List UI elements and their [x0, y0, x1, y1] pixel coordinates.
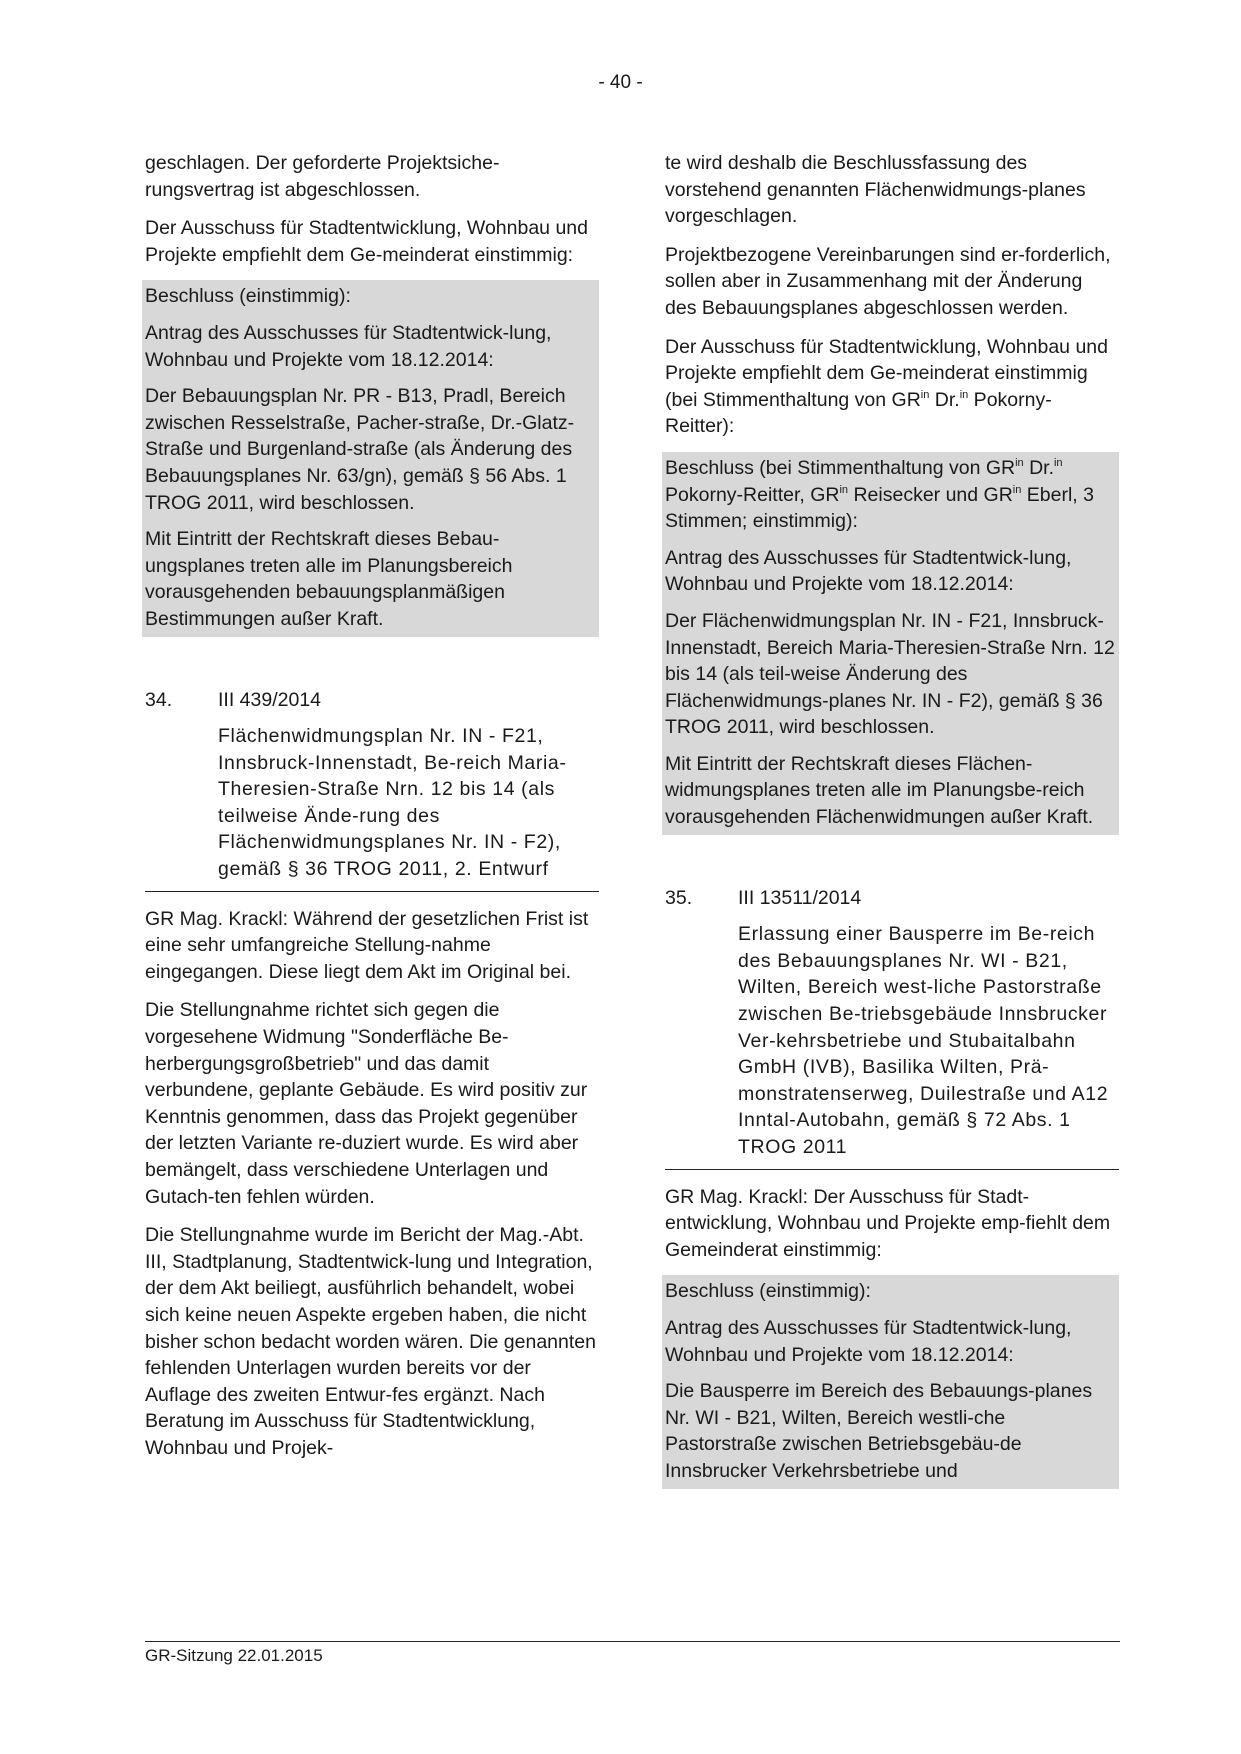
paragraph: GR Mag. Krackl: Der Ausschuss für Stadt-entwicklung, Wohnbau und Projekte emp-fiehlt dem Gemeinderat einstimmig:	[665, 1185, 1111, 1261]
page-number: - 40 -	[598, 72, 643, 93]
agenda-item-reference: III 439/2014	[218, 688, 322, 711]
paragraph: Die Stellungnahme wurde im Bericht der Mag.-Abt. III, Stadtplanung, Stadtentwick-lung und Integration, der dem Akt beiliegt, ausführlich behandelt, wobei sich keine neuen Aspekte ergeben haben, die nicht bisher schon bedacht worden wären. Die genannten fehlenden Unterlagen wurden bereits vor der Auflage des zweiten Entwur-fes ergänzt. Nach Beratung im Ausschuss für Stadtentwicklung, Wohnbau und Projek-	[145, 1224, 596, 1459]
agenda-item-title: Erlassung einer Bausperre im Be-reich des Bebauungsplanes Nr. WI - B21, Wilten, Bereich west-liche Pastorstraße zwischen Be-triebsgebäude Innsbrucker Ver-kehrsbetriebe und Stubaitalbahn GmbH (IVB), Basilika Wilten, Prä-monstratenserweg, Duilestraße und A12 Inntal-Autobahn, gemäß § 72 Abs. 1 TROG 2011	[738, 923, 1109, 1158]
resolution-heading: Beschluss (einstimmig):	[145, 285, 351, 308]
agenda-item-number: 34.	[145, 688, 173, 711]
resolution-heading: Beschluss (bei Stimmenthaltung von $GR^{in}$ Dr.$^{in}$ Pokorny-Reitter, $GR^{in}$ Reisecker und $GR^{in}$ Eberl, 3 Stimmen; einstimmig):	[665, 456, 1094, 533]
footer-divider	[145, 1641, 1120, 1642]
agenda-item-title: Flächenwidmungsplan Nr. IN - F21, Innsbruck-Innenstadt, Be-reich Maria-Theresien-Straße Nrn. 12 bis 14 (als teilweise Ände-rung des Flächenwidmungsplanes Nr. IN - F2), gemäß § 36 TROG 2011, 2. Entwurf	[218, 725, 567, 881]
divider	[665, 1169, 1119, 1170]
resolution-heading: Beschluss (einstimmig):	[665, 1280, 871, 1303]
resolution-motion: Antrag des Ausschusses für Stadtentwick-lung, Wohnbau und Projekte vom 18.12.2014:	[665, 546, 1072, 596]
resolution-text: Die Bausperre im Bereich des Bebauungs-planes Nr. WI - B21, Wilten, Bereich westli-che Pastorstraße zwischen Betriebsgebäu-de Innsbrucker Verkehrsbetriebe und	[665, 1380, 1093, 1482]
resolution-text: Mit Eintritt der Rechtskraft dieses Bebau-ungsplanes treten alle im Planungsbereich vorausgehenden bebauungsplanmäßigen Bestimmungen außer Kraft.	[145, 528, 513, 630]
resolution-box	[662, 1275, 1119, 1488]
paragraph: te wird deshalb die Beschlussfassung des vorstehend genannten Flächenwidmungs-planes vorgeschlagen.	[665, 152, 1086, 228]
paragraph: Projektbezogene Vereinbarungen sind er-forderlich, sollen aber in Zusammenhang mit der Änderung des Bebauungsplanes abgeschlossen werden.	[665, 243, 1111, 319]
resolution-text: Mit Eintritt der Rechtskraft dieses Flächen-widmungsplanes treten alle im Planungsbe-reich vorausgehenden Flächenwidmungen außer Kraft.	[665, 752, 1094, 829]
paragraph: Der Ausschuss für Stadtentwicklung, Wohnbau und Projekte empfiehlt dem Ge-meinderat einstimmig:	[145, 217, 588, 266]
paragraph: Die Stellungnahme richtet sich gegen die vorgesehene Widmung "Sonderfläche Be-herbergungsgroßbetrieb" und das damit verbundene, geplante Gebäude. Es wird positiv zur Kenntnis genommen, dass das Projekt gegenüber der letzten Variante re-duziert wurde. Es wird aber bemängelt, dass verschiedene Unterlagen und Gutach-ten fehlen würden.	[145, 999, 588, 1208]
agenda-item-34-header	[145, 687, 599, 714]
agenda-item-35-header	[665, 885, 1119, 912]
resolution-text: Der Flächenwidmungsplan Nr. IN - F21, Innsbruck-Innenstadt, Bereich Maria-Theresien-Straße Nrn. 12 bis 14 (als teil-weise Änderung des Flächenwidmungs-planes Nr. IN - F2), gemäß § 36 TROG 2011, wird beschlossen.	[665, 609, 1115, 739]
right-column	[665, 150, 1119, 1501]
paragraph: GR Mag. Krackl: Während der gesetzlichen Frist ist eine sehr umfangreiche Stellung-nahme eingegangen. Diese liegt dem Akt im Original bei.	[145, 907, 589, 983]
paragraph: geschlagen. Der geforderte Projektsiche-rungsvertrag ist abgeschlossen.	[145, 152, 500, 201]
resolution-motion: Antrag des Ausschusses für Stadtentwick-lung, Wohnbau und Projekte vom 18.12.2014:	[145, 321, 552, 371]
resolution-motion: Antrag des Ausschusses für Stadtentwick-lung, Wohnbau und Projekte vom 18.12.2014:	[665, 1316, 1072, 1366]
agenda-item-reference: III 13511/2014	[738, 886, 862, 909]
divider	[145, 891, 599, 892]
paragraph: Der Ausschuss für Stadtentwicklung, Wohnbau und Projekte empfiehlt dem Ge-meinderat einstimmig (bei Stimmenthaltung von $GR^{in}$ Dr.$^{in}$ Pokorny-Reitter):	[665, 335, 1108, 438]
resolution-box	[662, 452, 1119, 835]
left-column	[145, 150, 599, 1474]
resolution-box	[142, 280, 599, 636]
agenda-item-number: 35.	[665, 886, 693, 909]
footer-text: GR-Sitzung 22.01.2015	[145, 1646, 323, 1665]
resolution-text: Der Bebauungsplan Nr. PR - B13, Pradl, Bereich zwischen Resselstraße, Pacher-straße, Dr.-Glatz-Straße und Burgenland-straße (als Änderung des Bebauungsplanes Nr. 63/gn), gemäß § 56 Abs. 1 TROG 2011, wird beschlossen.	[145, 385, 575, 514]
